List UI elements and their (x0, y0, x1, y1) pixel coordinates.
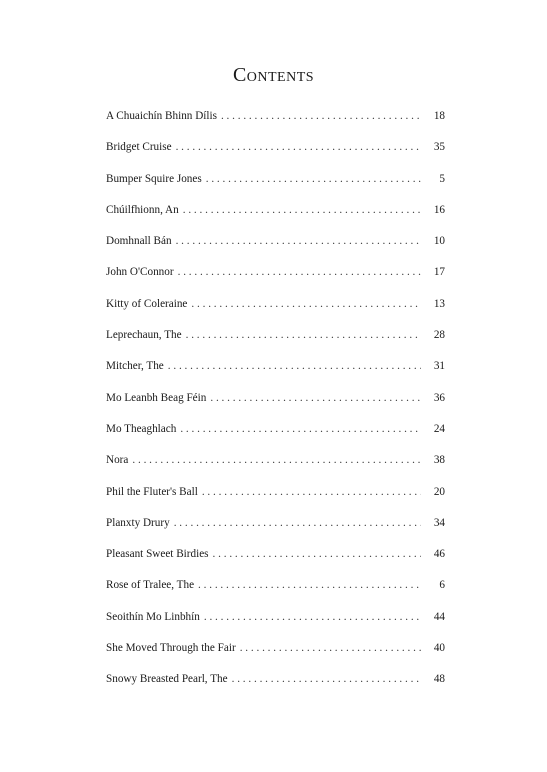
toc-entry[interactable] (106, 669, 445, 700)
toc-entry-page: 13 (433, 297, 445, 310)
toc-entry-page: 46 (433, 548, 445, 561)
toc-entry[interactable] (106, 575, 445, 606)
toc-entry[interactable] (106, 262, 445, 293)
toc-entry[interactable] (106, 419, 445, 450)
toc-entry-page: 5 (439, 172, 445, 185)
toc-entry-title: Planxty Drury (106, 516, 170, 529)
toc-entry-page: 44 (433, 610, 445, 623)
toc-entry-title: A Chuaichín Bhinn Dílis (106, 110, 217, 122)
toc-entry-page: 6 (439, 579, 445, 592)
dot-leader (204, 607, 421, 627)
toc-entry-title: Leprechaun, The (106, 329, 182, 342)
dot-leader (191, 294, 421, 314)
dot-leader (221, 106, 421, 126)
toc-entry-page: 10 (433, 235, 445, 248)
toc-entry-page: 35 (433, 141, 445, 154)
dot-leader (180, 419, 421, 439)
toc-entry-title: Domhnall Bán (106, 235, 172, 248)
toc-entry-title: She Moved Through the Fair (106, 642, 236, 655)
toc-entry[interactable] (106, 294, 445, 325)
toc-entry-page: 17 (433, 266, 445, 279)
toc-entry-page: 31 (433, 360, 445, 373)
dot-leader (174, 513, 421, 533)
dot-leader (132, 450, 421, 470)
dot-leader (206, 169, 421, 189)
toc-entry-title: Snowy Breasted Pearl, The (106, 673, 228, 686)
toc-entry-title: Nora (106, 454, 129, 467)
toc-entry[interactable] (106, 231, 445, 262)
toc-entry-page: 16 (433, 203, 445, 216)
toc-entry-title: Seoithín Mo Linbhín (106, 610, 200, 623)
dot-leader (176, 231, 421, 251)
toc-entry[interactable] (106, 200, 445, 231)
dot-leader (198, 575, 421, 595)
toc-entry-page: 24 (433, 422, 445, 435)
toc-entry-page: 20 (433, 485, 445, 498)
dot-leader (240, 638, 421, 658)
toc-entry-page: 34 (433, 516, 445, 529)
toc-entry[interactable] (106, 169, 445, 200)
toc-entry[interactable] (106, 450, 445, 481)
toc-entry-page: 28 (433, 329, 445, 342)
page-title: Contents (232, 64, 315, 86)
dot-leader (232, 669, 421, 689)
dot-leader (213, 544, 421, 564)
toc-entry[interactable] (106, 356, 445, 387)
toc-entry[interactable] (106, 325, 445, 356)
toc-entry[interactable] (106, 544, 445, 575)
toc-entry-title: Rose of Tralee, The (106, 579, 195, 592)
toc-entry[interactable] (106, 513, 445, 544)
toc-entry-title: Phil the Fluter's Ball (106, 485, 198, 498)
toc-entry-title: Bridget Cruise (106, 141, 172, 154)
toc-entry-page: 48 (433, 673, 445, 686)
toc-entry-title: Bumper Squire Jones (106, 172, 202, 185)
toc-entry[interactable] (106, 388, 445, 419)
toc-entry[interactable] (106, 638, 445, 669)
toc-entry-title: Mo Theaghlach (106, 422, 177, 435)
toc-entry-title: John O'Connor (106, 266, 174, 279)
dot-leader (168, 356, 421, 376)
toc-entry-page: 38 (433, 454, 445, 467)
dot-leader (178, 262, 421, 282)
dot-leader (186, 325, 421, 345)
toc-entry[interactable] (106, 607, 445, 638)
toc-entry-title: Mitcher, The (106, 360, 164, 373)
toc-entry[interactable] (106, 106, 445, 137)
toc-entry-page: 40 (433, 642, 445, 655)
toc-entry[interactable] (106, 482, 445, 513)
dot-leader (176, 137, 421, 157)
toc-entry-title: Chúilfhionn, An (106, 203, 179, 216)
table-of-contents (106, 106, 445, 701)
toc-entry-title: Mo Leanbh Beag Féin (106, 391, 207, 404)
dot-leader (210, 388, 421, 408)
toc-entry[interactable] (106, 137, 445, 168)
dot-leader (202, 482, 421, 502)
toc-entry-title: Pleasant Sweet Birdies (106, 548, 209, 561)
toc-entry-page: 36 (433, 391, 445, 404)
toc-entry-page: 18 (433, 110, 445, 122)
dot-leader (183, 200, 421, 220)
toc-entry-title: Kitty of Coleraine (106, 297, 188, 310)
